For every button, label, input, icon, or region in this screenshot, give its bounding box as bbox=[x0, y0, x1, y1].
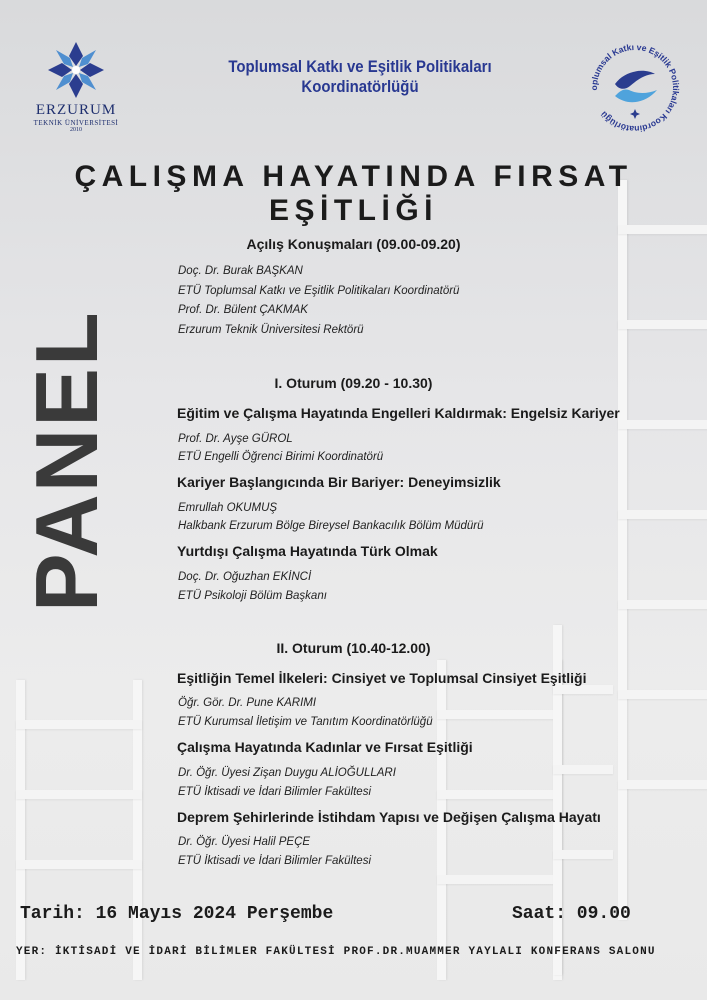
talk-affiliation: ETÜ Engelli Öğrenci Birimi Koordinatörü bbox=[178, 451, 384, 463]
talk-speaker: Prof. Dr. Ayşe GÜROL bbox=[178, 433, 293, 445]
ladder-right bbox=[612, 180, 707, 920]
opening-line: ETÜ Toplumsal Katkı ve Eşitlik Politikaları Koordinatörü bbox=[178, 285, 460, 297]
university-logo bbox=[28, 40, 124, 133]
panel-side-word: PANEL bbox=[17, 310, 116, 612]
talk-title: Çalışma Hayatında Kadınlar ve Fırsat Eşitliği bbox=[177, 739, 473, 755]
talk-title: Kariyer Başlangıcında Bir Bariyer: Deneyimsizlik bbox=[177, 474, 501, 490]
talk-affiliation: ETÜ İktisadi ve İdari Bilimler Fakültesi bbox=[178, 786, 371, 798]
talk-title: Eşitliğin Temel İlkeleri: Cinsiyet ve Toplumsal Cinsiyet Eşitliği bbox=[177, 670, 587, 686]
event-time: Saat: 09.00 bbox=[512, 904, 631, 924]
seal-text: oplumsal Katkı ve Eşitlik Politikaları Koordinatörlüğü bbox=[588, 41, 682, 135]
opening-line: Erzurum Teknik Üniversitesi Rektörü bbox=[178, 324, 364, 336]
session1-heading: I. Oturum (09.20 - 10.30) bbox=[274, 375, 433, 391]
talk-affiliation: ETÜ İktisadi ve İdari Bilimler Fakültesi bbox=[178, 855, 371, 867]
talk-title: Deprem Şehirlerinde İstihdam Yapısı ve Değişen Çalışma Hayatı bbox=[177, 809, 601, 825]
event-date: Tarih: 16 Mayıs 2024 Perşembe bbox=[20, 904, 334, 924]
university-name: ERZURUM bbox=[35, 102, 117, 118]
talk-speaker: Emrullah OKUMUŞ bbox=[178, 502, 278, 514]
event-title: ÇALIŞMA HAYATINDA FIRSAT EŞİTLİĞİ bbox=[74, 160, 633, 227]
opening-heading: Açılış Konuşmaları (09.00-09.20) bbox=[246, 236, 461, 252]
coordinator-seal-logo bbox=[585, 38, 685, 138]
ladder-left bbox=[8, 680, 148, 980]
talk-speaker: Dr. Öğr. Üyesi Zişan Duygu ALİOĞULLARI bbox=[178, 767, 396, 779]
talk-speaker: Dr. Öğr. Üyesi Halil PEÇE bbox=[178, 836, 311, 848]
talk-affiliation: ETÜ Kurumsal İletişim ve Tanıtım Koordinatörlüğü bbox=[178, 716, 433, 728]
opening-line: Prof. Dr. Bülent ÇAKMAK bbox=[178, 304, 308, 316]
talk-title: Eğitim ve Çalışma Hayatında Engelleri Kaldırmak: Engelsiz Kariyer bbox=[177, 405, 620, 421]
event-venue: YER: İKTİSADİ VE İDARİ BİLİMLER FAKÜLTESİ PROF.DR.MUAMMER YAYLALI KONFERANS SALONU bbox=[16, 946, 656, 958]
talk-title: Yurtdışı Çalışma Hayatında Türk Olmak bbox=[177, 543, 438, 559]
session2-heading: II. Oturum (10.40-12.00) bbox=[276, 640, 431, 656]
talk-affiliation: Halkbank Erzurum Bölge Bireysel Bankacılık Bölüm Müdürü bbox=[178, 520, 484, 532]
university-subtitle: TEKNİK ÜNİVERSİTESİ bbox=[33, 119, 119, 127]
coordinator-title: Toplumsal Katkı ve Eşitlik Politikaları Koordinatörlüğü bbox=[228, 57, 492, 96]
svg-text:Toplumsal Katkı ve Eşitlik Pol bbox=[585, 38, 681, 134]
opening-line: Doç. Dr. Burak BAŞKAN bbox=[178, 265, 303, 277]
talk-affiliation: ETÜ Psikoloji Bölüm Başkanı bbox=[178, 590, 327, 602]
talk-speaker: Öğr. Gör. Dr. Pune KARIMI bbox=[178, 697, 317, 709]
university-year: 2010 bbox=[70, 127, 82, 133]
talk-speaker: Doç. Dr. Oğuzhan EKİNCİ bbox=[178, 571, 312, 583]
seal-hands-icon bbox=[585, 38, 685, 138]
snowflake-logo-icon bbox=[44, 40, 108, 100]
